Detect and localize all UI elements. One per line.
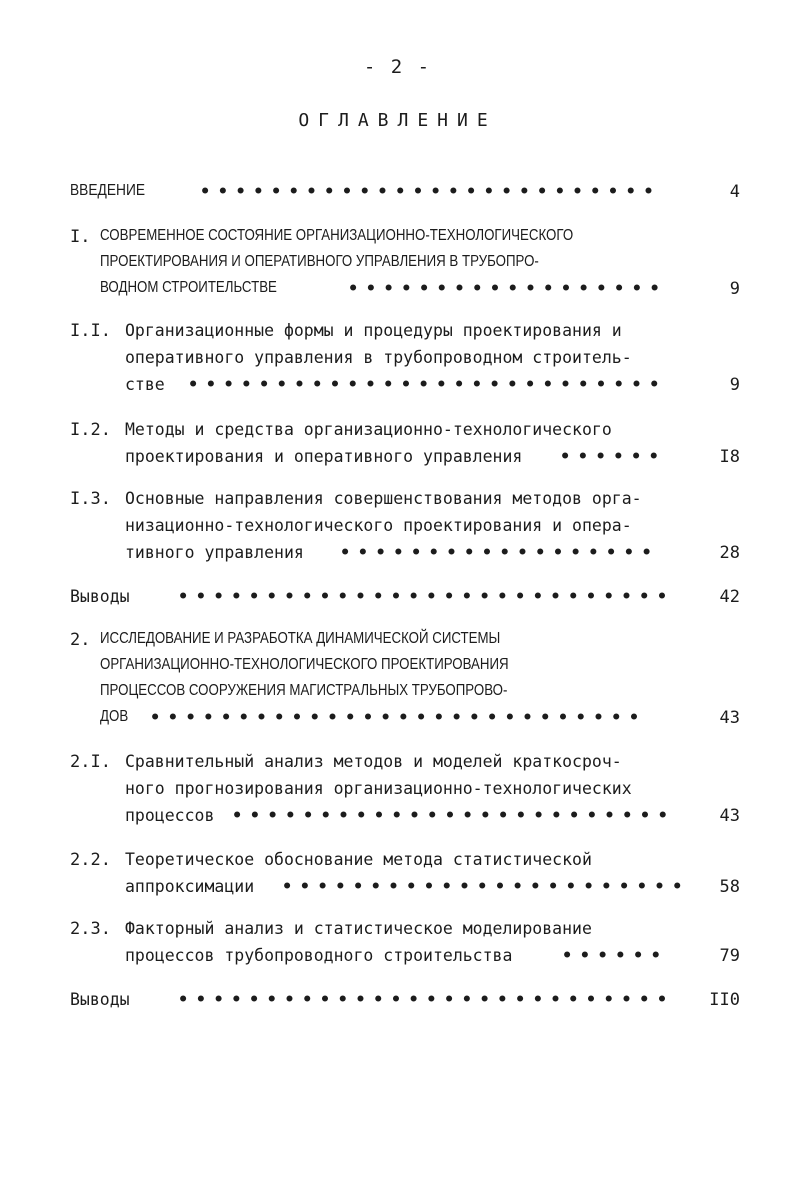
toc-entry-text: процессов трубопроводного строительства [125,946,513,965]
toc-entry-text: ДОВ [100,708,129,725]
toc-entry-text: процессов [125,806,215,825]
toc-entry-section-1-1[interactable] [70,321,740,401]
toc-entry-text: ПРОЕКТИРОВАНИЯ И ОПЕРАТИВНОГО УПРАВЛЕНИЯ В ТРУБОПРО- [100,253,539,270]
toc-entry-text: Методы и средства организационно-технологического [125,420,612,439]
toc-entry-chapter-1[interactable] [70,227,740,307]
toc-entry-text: ного прогнозирования организационно-технологических [125,779,632,798]
toc-entry-section-1-2[interactable] [70,420,740,474]
toc-entry-section-1-3[interactable] [70,489,740,569]
toc-entry-text: Факторный анализ и статистическое моделирование [125,919,592,938]
toc-entry-text: Организационные формы и процедуры проектирования и [125,321,622,340]
toc-entry-page: 43 [719,806,740,826]
toc-entry-section-2-1[interactable] [70,752,740,832]
toc-entry-page: 4 [729,182,740,202]
toc-entry-number: I.I. [70,321,111,341]
toc-entry-text: низационно-технологического проектирования и опера- [125,516,632,535]
toc-entry-text: Сравнительный анализ методов и моделей краткосроч- [125,752,622,771]
toc-entry-page: 42 [719,587,740,607]
toc-entry-section-2-3[interactable] [70,919,740,973]
leader-dots: ••••••••••••••••••••••••••• [188,375,667,395]
toc-entry-text: ПРОЦЕССОВ СООРУЖЕНИЯ МАГИСТРАЛЬНЫХ ТРУБОПРОВО- [100,682,508,699]
leader-dots: •••••• [562,946,669,966]
toc-entry-text: Теоретическое обоснование метода статистической [125,850,592,869]
toc-entry-text: Основные направления совершенствования методов орга- [125,489,642,508]
toc-entry-introduction[interactable] [70,182,740,206]
toc-entry-text: Выводы [70,990,130,1009]
toc-entry-number: 2.I. [70,752,111,772]
toc-entry-number: I. [70,227,91,247]
toc-entry-page: 79 [719,946,740,966]
toc-entry-chapter-2[interactable] [70,630,740,736]
toc-entry-page: II0 [709,990,740,1010]
leader-dots: ••••••••••••••••••••••••• [232,806,676,826]
toc-entry-page: 9 [729,375,740,395]
leader-dots: •••••••••••••••••••••••••• [200,182,662,202]
toc-entry-page: 28 [719,543,740,563]
toc-entry-page: 43 [719,708,740,728]
toc-entry-section-2-2[interactable] [70,850,740,904]
leader-dots: •••••••••••••••••••••••••••• [178,990,675,1010]
toc-entry-text: аппроксимации [125,877,255,896]
leader-dots: •••••••••••••••••••••••••••• [178,587,675,607]
page-number: - 2 - [363,56,432,78]
toc-entry-text: Выводы [70,587,130,606]
leader-dots: •••••••••••••••••• [348,279,668,299]
toc-entry-text: ВОДНОМ СТРОИТЕЛЬСТВЕ [100,279,277,296]
toc-entry-conclusions-2[interactable] [70,990,740,1014]
toc-entry-page: 9 [729,279,740,299]
leader-dots: •••••••••••••••••• [340,543,660,563]
toc-entry-page: I8 [719,447,740,467]
page-title: ОГЛАВЛЕНИЕ [298,110,497,131]
toc-entry-text: тивного управления [125,543,304,562]
toc-entry-text: проектирования и оперативного управления [125,447,523,466]
toc-entry-text: ОРГАНИЗАЦИОННО-ТЕХНОЛОГИЧЕСКОГО ПРОЕКТИРОВАНИЯ [100,656,509,673]
leader-dots: •••••• [560,447,667,467]
leader-dots: •••••••••••••••••••••••••••• [150,708,647,728]
toc-entry-text: ИССЛЕДОВАНИЕ И РАЗРАБОТКА ДИНАМИЧЕСКОЙ СИСТЕМЫ [100,630,501,647]
toc-entry-page: 58 [719,877,740,897]
toc-entry-conclusions-1[interactable] [70,587,740,611]
toc-entry-number: 2.2. [70,850,111,870]
leader-dots: ••••••••••••••••••••••• [282,877,690,897]
toc-entry-number: 2. [70,630,91,650]
toc-entry-number: I.2. [70,420,111,440]
toc-entry-text: СОВРЕМЕННОЕ СОСТОЯНИЕ ОРГАНИЗАЦИОННО-ТЕХНОЛОГИЧЕСКОГО [100,227,574,244]
toc-entry-text: оперативного управления в трубопроводном строитель- [125,348,632,367]
toc-entry-number: 2.3. [70,919,111,939]
toc-entry-text: ВВЕДЕНИЕ [70,182,146,199]
toc-entry-number: I.3. [70,489,111,509]
toc-entry-text: стве [125,375,165,394]
